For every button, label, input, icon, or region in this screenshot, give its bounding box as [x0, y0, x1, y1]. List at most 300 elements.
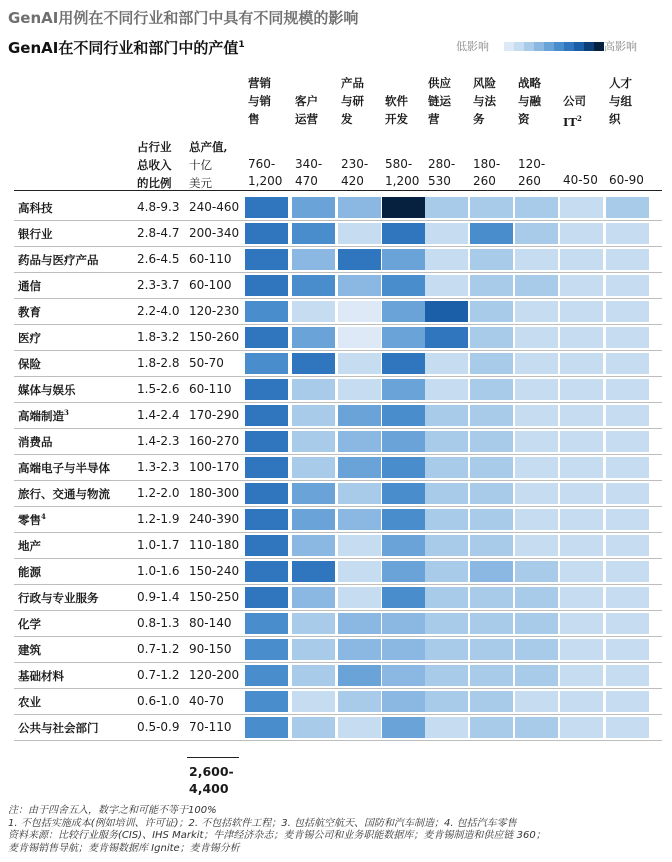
heatmap-cell	[560, 509, 603, 530]
heatmap-cell	[245, 691, 288, 712]
heatmap-cell	[606, 275, 649, 296]
legend-swatch	[544, 42, 554, 51]
heatmap-cell	[470, 483, 513, 504]
heatmap-cell	[515, 509, 558, 530]
heatmap-cell	[560, 535, 603, 556]
row-divider	[14, 220, 662, 221]
heatmap-cell	[515, 223, 558, 244]
share-column-header: 占行业 总收入 的比例	[137, 140, 172, 190]
heatmap-cell	[515, 275, 558, 296]
sector-label	[18, 226, 53, 242]
sector-name: 高端电子与半导体	[18, 461, 110, 475]
heatmap-cell	[245, 249, 288, 270]
heatmap-cell	[470, 223, 513, 244]
total-value-range: 60-110	[189, 382, 232, 396]
heatmap-cell	[425, 249, 468, 270]
row-divider	[14, 428, 662, 429]
row-divider	[14, 558, 662, 559]
row-divider	[14, 506, 662, 507]
heatmap-cell	[560, 665, 603, 686]
sector-label	[18, 408, 69, 424]
total-value-range: 60-110	[189, 252, 232, 266]
heatmap-cell	[470, 613, 513, 634]
heatmap-cell	[425, 327, 468, 348]
function-header	[341, 74, 364, 128]
heatmap-cell	[470, 587, 513, 608]
heatmap-cell	[382, 613, 425, 634]
heatmap-cell	[292, 327, 335, 348]
heatmap-cell	[292, 405, 335, 426]
legend-swatch	[574, 42, 584, 51]
heatmap-cell	[382, 405, 425, 426]
heatmap-cell	[292, 457, 335, 478]
heatmap-cell	[338, 275, 381, 296]
revenue-share: 1.8-2.8	[137, 356, 180, 370]
heatmap-cell	[470, 509, 513, 530]
heatmap-cell	[425, 561, 468, 582]
sector-label	[18, 434, 53, 450]
total-value-range: 180-300	[189, 486, 240, 500]
heatmap-cell	[292, 275, 335, 296]
heatmap-cell	[425, 535, 468, 556]
heatmap-cell	[515, 431, 558, 452]
revenue-share: 1.5-2.6	[137, 382, 180, 396]
heatmap-cell	[606, 353, 649, 374]
heatmap-cell	[560, 431, 603, 452]
sector-name: 基础材料	[18, 669, 64, 683]
heatmap-cell	[470, 431, 513, 452]
value-column-header-title: 总产值,	[189, 140, 228, 154]
heatmap-cell	[606, 431, 649, 452]
heatmap-cell	[292, 509, 335, 530]
total-value-range: 110-180	[189, 538, 240, 552]
total-value-range: 120-200	[189, 668, 240, 682]
heatmap-cell	[245, 327, 288, 348]
heatmap-cell	[470, 535, 513, 556]
heatmap-cell	[606, 613, 649, 634]
heatmap-cell	[245, 717, 288, 738]
function-header-label: 软件 开发	[385, 94, 408, 126]
legend-swatch	[524, 42, 534, 51]
function-header-footnote: 2	[576, 114, 582, 123]
heatmap-cell	[515, 483, 558, 504]
sector-footnote: 4	[41, 512, 46, 522]
row-divider	[14, 376, 662, 377]
footnotes	[8, 805, 546, 855]
heatmap-cell	[292, 587, 335, 608]
sector-name: 保险	[18, 357, 41, 371]
heatmap-cell	[425, 457, 468, 478]
row-divider	[14, 350, 662, 351]
revenue-share: 2.8-4.7	[137, 226, 180, 240]
total-value-range: 170-290	[189, 408, 240, 422]
footnote-line: 注：由于四舍五入，数字之和可能不等于100%	[8, 805, 217, 816]
heatmap-cell	[245, 457, 288, 478]
heatmap-cell	[382, 223, 425, 244]
revenue-share: 1.4-2.4	[137, 408, 180, 422]
sector-name: 能源	[18, 565, 41, 579]
heatmap-cell	[425, 587, 468, 608]
heatmap-cell	[606, 587, 649, 608]
function-value-range: 280- 530	[428, 157, 456, 188]
legend-low-label: 低影响	[456, 40, 489, 53]
heatmap-cell	[425, 405, 468, 426]
value-column-header	[189, 138, 228, 192]
heatmap-cell	[245, 509, 288, 530]
function-value-range: 580- 1,200	[385, 157, 420, 188]
sector-label	[18, 538, 41, 554]
row-divider	[14, 454, 662, 455]
heatmap-cell	[560, 457, 603, 478]
total-value-range: 240-390	[189, 512, 240, 526]
revenue-share: 2.2-4.0	[137, 304, 180, 318]
sector-name: 农业	[18, 695, 41, 709]
heatmap-cell	[425, 509, 468, 530]
function-header	[609, 74, 632, 128]
heatmap-cell	[606, 301, 649, 322]
sector-label	[18, 642, 41, 658]
function-header	[295, 92, 318, 128]
sector-label	[18, 486, 110, 502]
sector-name: 高端制造	[18, 409, 64, 423]
heatmap-cell	[338, 379, 381, 400]
heatmap-cell	[245, 353, 288, 374]
function-header-label: 风险 与法 务	[473, 76, 496, 126]
sector-name: 药品与医疗产品	[18, 253, 99, 267]
heatmap-cell	[382, 327, 425, 348]
function-header-label: 营销 与销 售	[248, 76, 271, 126]
heatmap-cell	[338, 483, 381, 504]
total-value-range: 80-140	[189, 616, 232, 630]
heatmap-cell	[470, 405, 513, 426]
heatmap-cell	[560, 327, 603, 348]
total-value: 2,600- 4,400	[189, 764, 234, 796]
sector-label	[18, 564, 41, 580]
revenue-share: 0.7-1.2	[137, 642, 180, 656]
sector-label	[18, 278, 41, 294]
revenue-share: 0.5-0.9	[137, 720, 180, 734]
heatmap-cell	[606, 691, 649, 712]
heatmap-cell	[382, 665, 425, 686]
heatmap-cell	[425, 717, 468, 738]
row-divider	[14, 740, 662, 741]
heatmap-cell	[382, 483, 425, 504]
sector-label	[18, 356, 41, 372]
heatmap-cell	[515, 353, 558, 374]
total-value-range: 160-270	[189, 434, 240, 448]
row-divider	[14, 402, 662, 403]
total-rule	[187, 757, 239, 758]
chart-title-text: GenAI在不同行业和部门中的产值	[8, 39, 239, 57]
sector-label	[18, 590, 99, 606]
heatmap-cell	[382, 301, 425, 322]
heatmap-cell	[245, 197, 288, 218]
row-divider	[14, 662, 662, 663]
heatmap-cell	[245, 587, 288, 608]
function-header-label: 人才 与组 织	[609, 76, 632, 126]
revenue-share: 2.3-3.7	[137, 278, 180, 292]
heatmap-cell	[560, 353, 603, 374]
heatmap-cell	[560, 717, 603, 738]
heatmap-cell	[292, 639, 335, 660]
heatmap-cell	[292, 379, 335, 400]
heatmap-cell	[382, 249, 425, 270]
heatmap-cell	[245, 379, 288, 400]
total-value-range: 150-250	[189, 590, 240, 604]
heatmap-cell	[292, 197, 335, 218]
heatmap-cell	[470, 665, 513, 686]
sector-label	[18, 382, 76, 398]
chart-title	[8, 37, 245, 58]
sector-name: 通信	[18, 279, 41, 293]
heatmap-cell	[515, 613, 558, 634]
heatmap-cell	[560, 613, 603, 634]
heatmap-cell	[245, 431, 288, 452]
sector-label	[18, 304, 41, 320]
row-divider	[14, 610, 662, 611]
heatmap-cell	[245, 613, 288, 634]
heatmap-cell	[382, 275, 425, 296]
legend-swatch	[584, 42, 594, 51]
sector-name: 地产	[18, 539, 41, 553]
sector-name: 教育	[18, 305, 41, 319]
heatmap-cell	[338, 457, 381, 478]
sector-footnote: 3	[64, 408, 69, 418]
sector-name: 公共与社会部门	[18, 721, 99, 735]
function-value-range: 120- 260	[518, 157, 546, 188]
revenue-share: 1.2-1.9	[137, 512, 180, 526]
revenue-share: 1.0-1.6	[137, 564, 180, 578]
heatmap-cell	[382, 639, 425, 660]
heatmap-cell	[338, 405, 381, 426]
heatmap-cell	[470, 561, 513, 582]
heatmap-cell	[382, 509, 425, 530]
total-value-range: 240-460	[189, 200, 240, 214]
heatmap-cell	[382, 717, 425, 738]
heatmap-cell	[338, 509, 381, 530]
heatmap-cell	[560, 691, 603, 712]
heatmap-cell	[470, 301, 513, 322]
row-divider	[14, 714, 662, 715]
heatmap-cell	[560, 639, 603, 660]
heatmap-cell	[606, 327, 649, 348]
revenue-share: 2.6-4.5	[137, 252, 180, 266]
heatmap-cell	[425, 613, 468, 634]
heatmap-cell	[382, 587, 425, 608]
heatmap-cell	[338, 327, 381, 348]
total-value-range: 120-230	[189, 304, 240, 318]
legend-swatch	[504, 42, 514, 51]
legend-swatch	[564, 42, 574, 51]
heatmap-cell	[515, 561, 558, 582]
heatmap-cell	[470, 327, 513, 348]
heatmap-cell	[425, 665, 468, 686]
heatmap-cell	[515, 457, 558, 478]
legend-swatch	[514, 42, 524, 51]
heatmap-cell	[338, 587, 381, 608]
heatmap-cell	[382, 535, 425, 556]
heatmap-cell	[425, 379, 468, 400]
row-divider	[14, 532, 662, 533]
heatmap-cell	[515, 249, 558, 270]
heatmap-cell	[425, 639, 468, 660]
heatmap-cell	[606, 665, 649, 686]
header-rule	[14, 190, 662, 191]
function-value-range: 230- 420	[341, 157, 369, 188]
function-value-range: 60-90	[609, 173, 644, 187]
heatmap-cell	[292, 665, 335, 686]
row-divider	[14, 688, 662, 689]
heatmap-cell	[292, 431, 335, 452]
heatmap-cell	[425, 197, 468, 218]
function-value-range: 40-50	[563, 173, 598, 187]
heatmap-cell	[425, 223, 468, 244]
function-header	[248, 74, 271, 128]
heatmap-cell	[338, 639, 381, 660]
heatmap-cell	[606, 249, 649, 270]
heatmap-cell	[470, 717, 513, 738]
sector-label	[18, 252, 99, 268]
heatmap-cell	[292, 535, 335, 556]
heatmap-cell	[560, 249, 603, 270]
heatmap-cell	[245, 639, 288, 660]
revenue-share: 0.6-1.0	[137, 694, 180, 708]
heatmap-cell	[338, 223, 381, 244]
value-column-header-unit: 十亿 美元	[189, 158, 212, 190]
heatmap-cell	[292, 301, 335, 322]
revenue-share: 1.4-2.3	[137, 434, 180, 448]
heatmap-cell	[382, 691, 425, 712]
sector-name: 媒体与娱乐	[18, 383, 76, 397]
sector-label	[18, 720, 99, 736]
heatmap-cell	[560, 379, 603, 400]
sector-name: 银行业	[18, 227, 53, 241]
heatmap-cell	[560, 301, 603, 322]
sector-name: 旅行、交通与物流	[18, 487, 110, 501]
total-value-range: 200-340	[189, 226, 240, 240]
heatmap-cell	[606, 223, 649, 244]
heatmap-cell	[606, 379, 649, 400]
sector-label	[18, 330, 41, 346]
heatmap-cell	[425, 301, 468, 322]
heatmap-cell	[292, 717, 335, 738]
sector-label	[18, 512, 46, 528]
row-divider	[14, 636, 662, 637]
heatmap-cell	[470, 197, 513, 218]
function-header	[428, 74, 451, 128]
heatmap-cell	[245, 535, 288, 556]
function-header-label: 供应 链运 营	[428, 76, 451, 126]
revenue-share: 1.2-2.0	[137, 486, 180, 500]
sector-name: 高科技	[18, 201, 53, 215]
sector-name: 医疗	[18, 331, 41, 345]
heatmap-cell	[292, 613, 335, 634]
function-header	[563, 92, 586, 131]
function-value-range: 180- 260	[473, 157, 501, 188]
legend-high-label: 高影响	[604, 40, 637, 53]
heatmap-cell	[470, 249, 513, 270]
heatmap-cell	[338, 431, 381, 452]
revenue-share: 0.8-1.3	[137, 616, 180, 630]
heatmap-cell	[338, 691, 381, 712]
footnote-line: 麦肯锡销售导航；麦肯锡数据库 Ignite；麦肯锡分析	[8, 842, 240, 854]
heatmap-cell	[560, 483, 603, 504]
heatmap-cell	[515, 405, 558, 426]
heatmap-cell	[338, 665, 381, 686]
heatmap-cell	[382, 197, 425, 218]
heatmap-cell	[470, 353, 513, 374]
heatmap-cell	[292, 691, 335, 712]
sector-name: 化学	[18, 617, 41, 631]
heatmap-cell	[292, 561, 335, 582]
heatmap-cell	[245, 483, 288, 504]
heatmap-cell	[470, 639, 513, 660]
heatmap-cell	[382, 353, 425, 374]
revenue-share: 1.0-1.7	[137, 538, 180, 552]
heatmap-cell	[515, 301, 558, 322]
sector-label	[18, 694, 41, 710]
sector-label	[18, 200, 53, 216]
heatmap-cell	[245, 301, 288, 322]
heatmap-cell	[338, 301, 381, 322]
heatmap-cell	[292, 483, 335, 504]
revenue-share: 0.7-1.2	[137, 668, 180, 682]
function-header	[473, 74, 496, 128]
heatmap-cell	[560, 197, 603, 218]
heatmap-cell	[338, 613, 381, 634]
row-divider	[14, 272, 662, 273]
heatmap-cell	[515, 691, 558, 712]
heatmap-cell	[470, 457, 513, 478]
row-divider	[14, 246, 662, 247]
footnote-line: 资料来源：比较行业服务(CIS)、IHS Markit；牛津经济杂志；麦肯锡公司和业务职能数据库；麦肯锡制造和供应链 360；	[8, 830, 546, 842]
function-header-label: 客户 运营	[295, 94, 318, 126]
legend-swatch	[594, 42, 604, 51]
heatmap-cell	[515, 197, 558, 218]
footnote-line: 1. 不包括实施成本(例如培训、许可证)；2. 不包括软件工程；3. 包括航空航天、国防和汽车制造；4. 包括汽车零售	[8, 817, 517, 829]
revenue-share: 1.3-2.3	[137, 460, 180, 474]
row-divider	[14, 584, 662, 585]
heatmap-cell	[338, 717, 381, 738]
heatmap-cell	[606, 197, 649, 218]
heatmap-cell	[606, 717, 649, 738]
heatmap-cell	[338, 535, 381, 556]
heatmap-cell	[425, 275, 468, 296]
page-title: GenAI用例在不同行业和部门中具有不同规模的影响	[8, 9, 359, 27]
row-divider	[14, 480, 662, 481]
sector-label	[18, 460, 110, 476]
heatmap-cell	[425, 431, 468, 452]
function-header	[518, 74, 541, 128]
heatmap-cell	[606, 561, 649, 582]
total-value-range: 40-70	[189, 694, 224, 708]
heatmap-cell	[515, 379, 558, 400]
heatmap-cell	[382, 379, 425, 400]
heatmap-cell	[606, 639, 649, 660]
heatmap-cell	[515, 535, 558, 556]
chart-title-footnote: 1	[238, 40, 245, 50]
sector-name: 建筑	[18, 643, 41, 657]
total-value-range: 60-100	[189, 278, 232, 292]
sector-label	[18, 616, 41, 632]
heatmap-cell	[470, 691, 513, 712]
heatmap-cell	[292, 223, 335, 244]
revenue-share: 4.8-9.3	[137, 200, 180, 214]
total-value-range: 70-110	[189, 720, 232, 734]
row-divider	[14, 324, 662, 325]
heatmap-cell	[425, 353, 468, 374]
total-value-range: 50-70	[189, 356, 224, 370]
